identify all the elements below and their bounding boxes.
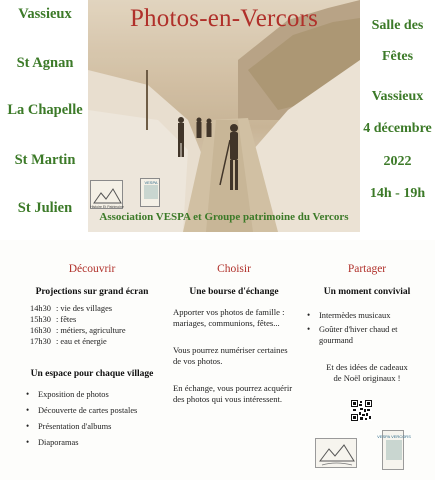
schedule-time: 14h30 xyxy=(30,304,51,313)
photo-illustration xyxy=(88,0,360,232)
venue-town: Vassieux xyxy=(371,89,424,104)
event-hours: 14h - 19h xyxy=(369,186,426,201)
logo-text: VESPA xyxy=(144,180,158,185)
poster-title: Photos-en-Vercors xyxy=(129,5,319,32)
list-item: • Exposition de photos xyxy=(22,389,167,400)
list-item: • Diaporamas xyxy=(22,437,167,448)
convivial-title: Un moment convivial xyxy=(323,287,411,297)
section-heading: Choisir xyxy=(217,263,251,275)
section-heading: Partager xyxy=(347,263,387,275)
list-item: • Intermèdes musicaux xyxy=(303,310,431,321)
venue-line-1: Salle des xyxy=(371,18,424,33)
village-name: Vassieux xyxy=(18,6,72,22)
event-info xyxy=(360,0,435,238)
text-line: Vous pourrez numériser certaines xyxy=(173,345,288,355)
logo-text: VESPA VERCORS xyxy=(377,434,411,439)
vespa-logo xyxy=(140,178,160,207)
column-decouvrir xyxy=(22,240,162,480)
schedule-row xyxy=(30,314,170,325)
schedule-time: 15h30 xyxy=(30,315,51,324)
flyer-back xyxy=(0,240,435,480)
village-space-title: Un espace pour chaque village xyxy=(30,369,154,379)
histoire-patrimoine-logo xyxy=(315,438,357,468)
paragraph-digitize xyxy=(173,345,298,367)
paragraph-exchange xyxy=(173,383,298,405)
village-name: St Martin xyxy=(14,152,76,168)
text-line: Apporter vos photos de famille : xyxy=(173,307,285,317)
event-date: 4 décembre xyxy=(363,121,432,136)
exchange-title: Une bourse d'échange xyxy=(189,287,279,297)
list-item: • Goûter d'hiver chaud et xyxy=(303,324,431,335)
qr-code-icon xyxy=(351,400,372,421)
village-name: La Chapelle xyxy=(7,102,83,118)
list-item: • Découverte de cartes postales xyxy=(22,405,167,416)
venue-line-2: Fêtes xyxy=(381,49,414,64)
villages-list xyxy=(0,0,90,238)
projection-schedule xyxy=(30,303,170,347)
schedule-row xyxy=(30,303,170,314)
vespa-vercors-logo xyxy=(377,430,411,470)
list-item: • Présentation d'albums xyxy=(22,421,167,432)
schedule-time: 16h30 xyxy=(30,326,51,335)
village-name: St Agnan xyxy=(16,55,74,71)
schedule-topic: : métiers, agriculture xyxy=(56,326,126,335)
text-line: des photos qui vous intéressent. xyxy=(173,394,283,404)
schedule-topic: : eau et énergie xyxy=(56,337,107,346)
convivial-list xyxy=(303,310,431,346)
logo-text: Histoire Et Patrimoine xyxy=(90,205,124,209)
association-line: Association VESPA et Groupe patrimoine du Vercors xyxy=(99,211,349,223)
text-line: de vos photos. xyxy=(173,356,223,366)
schedule-time: 17h30 xyxy=(30,337,51,346)
column-choisir xyxy=(173,240,295,480)
schedule-row xyxy=(30,325,170,336)
text-line: En échange, vous pourrez acquérir xyxy=(173,383,293,393)
text-line: Et des idées de cadeaux xyxy=(326,362,408,372)
list-item-continuation: gourmand xyxy=(319,336,353,345)
schedule-topic: : vie des villages xyxy=(56,304,113,313)
activities-list xyxy=(22,389,167,448)
histoire-patrimoine-logo xyxy=(90,180,123,209)
schedule-row xyxy=(30,336,170,347)
text-line: mariages, communions, fêtes... xyxy=(173,318,280,328)
gift-ideas xyxy=(303,362,431,384)
event-year: 2022 xyxy=(383,154,412,169)
text-line: de Noël originaux ! xyxy=(333,373,401,383)
flyer-front xyxy=(0,0,435,238)
section-heading: Découvrir xyxy=(68,263,116,275)
paragraph-bring-photos xyxy=(173,307,298,329)
vintage-snow-road-photo xyxy=(88,0,360,232)
schedule-topic: : fêtes xyxy=(56,315,77,324)
village-name: St Julien xyxy=(17,200,73,216)
projections-title: Projections sur grand écran xyxy=(35,287,149,297)
